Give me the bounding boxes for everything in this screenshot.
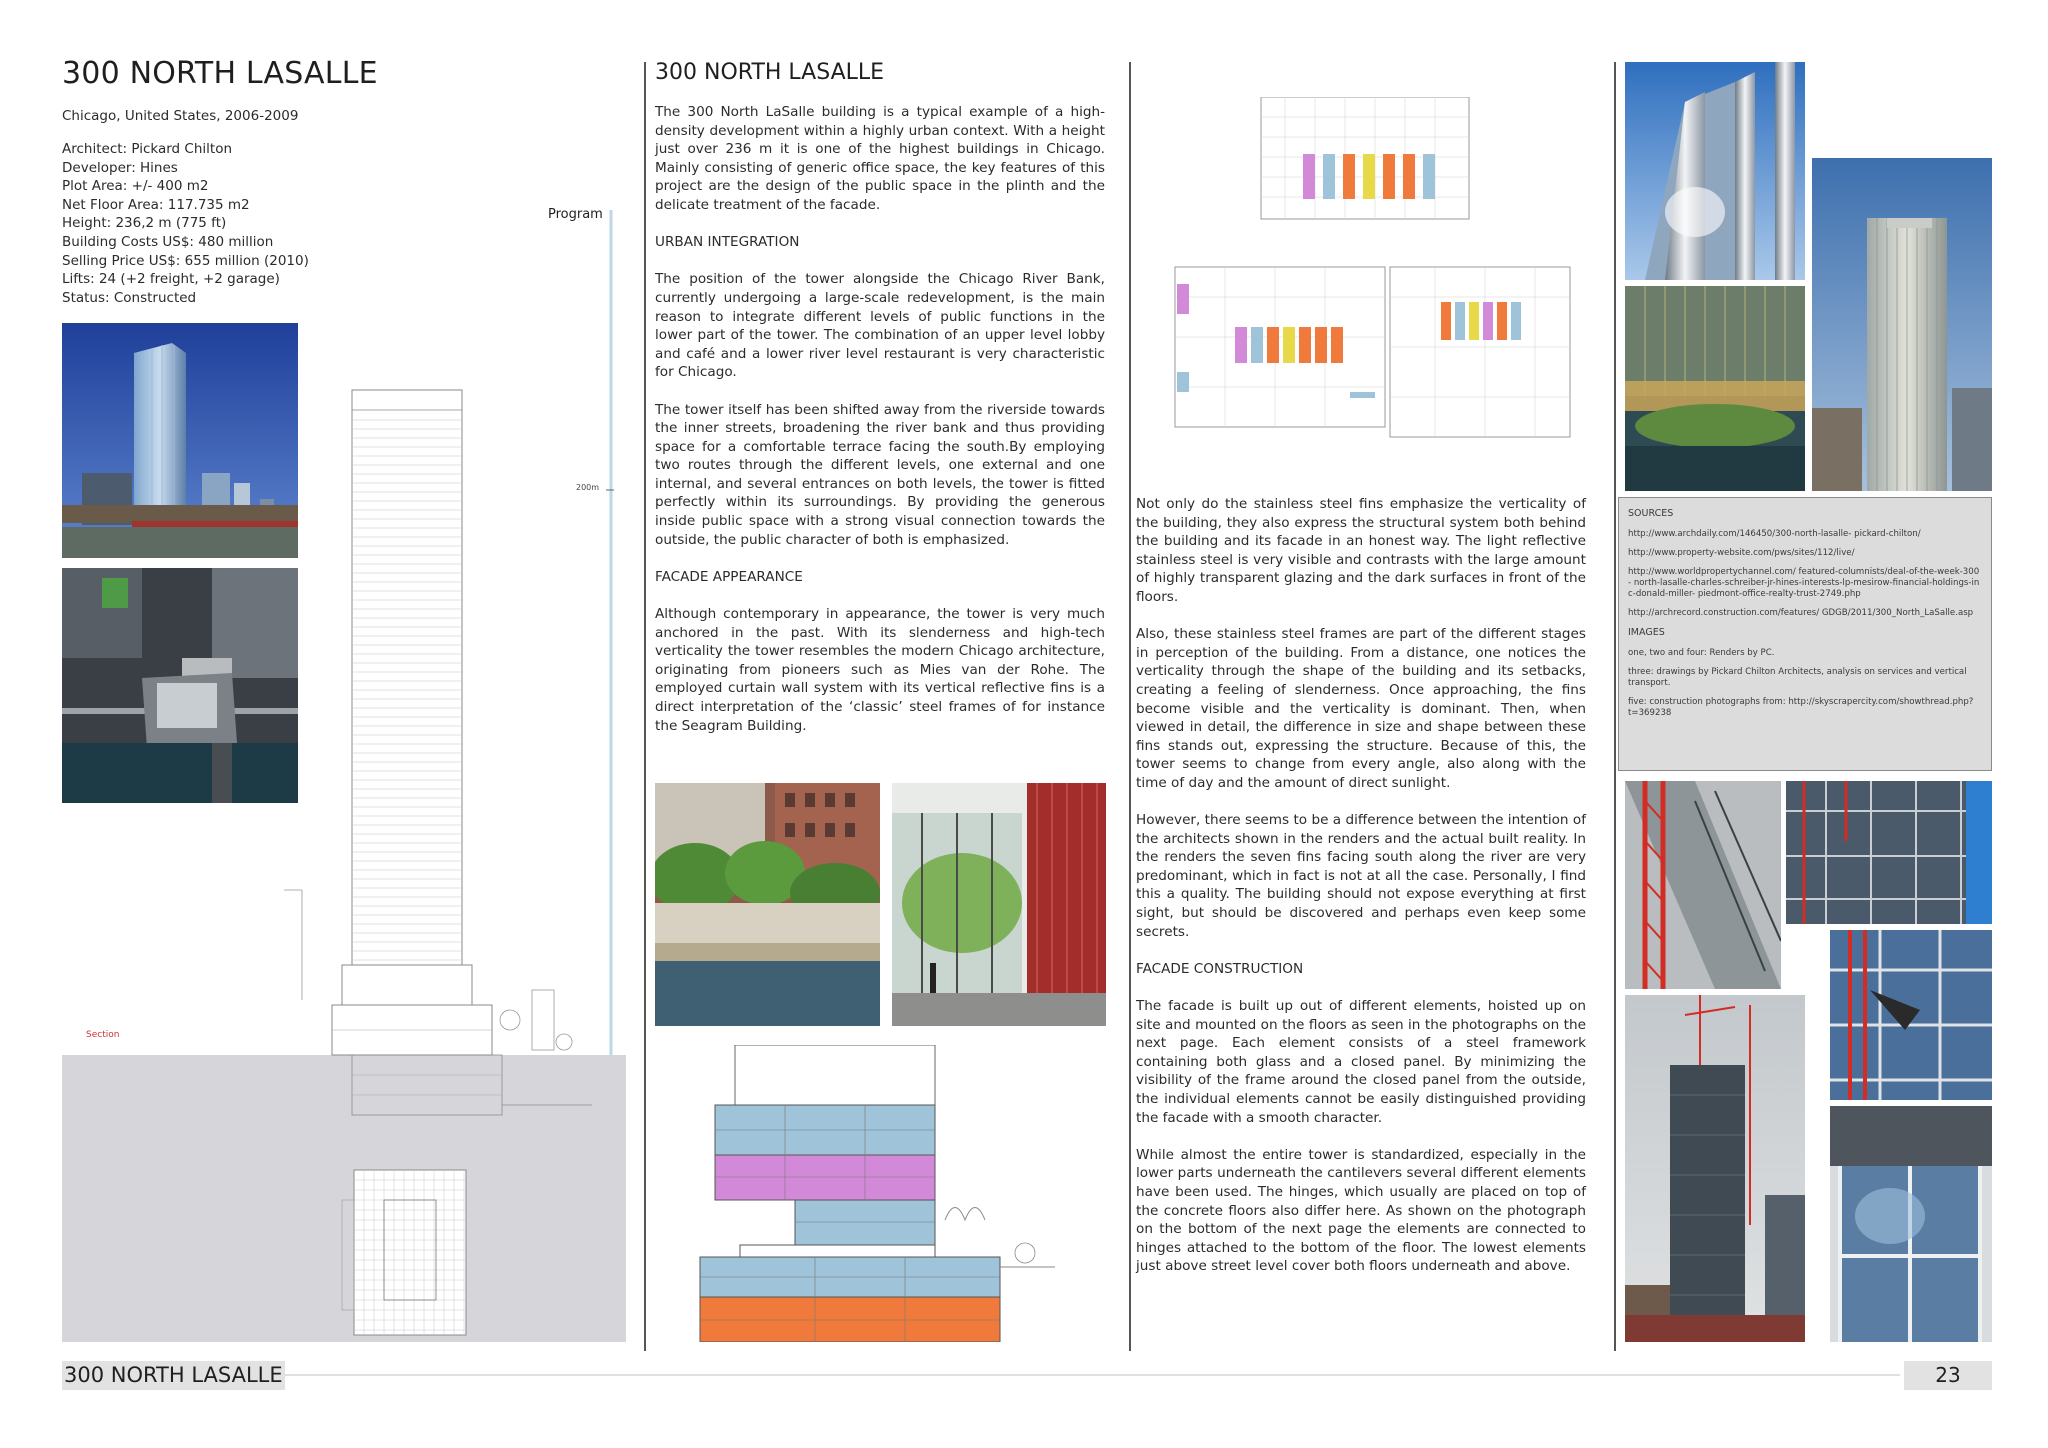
spec-height: Height: 236,2 m (775 ft) (62, 215, 227, 232)
heading-urban-integration: URBAN INTEGRATION (655, 234, 800, 251)
project-location: Chicago, United States, 2006-2009 (62, 108, 299, 124)
section-label: Section (86, 1030, 120, 1040)
heading-facade-construction: FACADE CONSTRUCTION (1136, 960, 1304, 977)
floor-plans (1165, 97, 1575, 439)
paragraph-tower-shift: The tower itself has been shifted away from the riverside towards the inner streets, broadening the river bank and thus providing space for a comfortable terrace facing the south.By employing two routes through the different levels, one external and one internal, and several entrances on both levels, the tower is fitted perfectly within its surroundings. By providing the generous inside public space with a strong visual connection towards the outside, the public character of both is emphasized. (655, 401, 1105, 548)
paragraph-facade-appearance: Although contemporary in appearance, the tower is very much anchored in the past. With its slenderness and high-tech verticality the tower resembles the modern Chicago architecture, originating from pioneers such as Mies van der Rohe. The employed curtain wall system with its vertical reflective fins is a direct interpretation of the ‘classic’ steel frames of for instance the Seagram Building. (655, 606, 1105, 734)
source-link[interactable]: http://www.archdaily.com/146450/300-north-lasalle- pickard-chilton/ (1628, 529, 1921, 539)
source-link[interactable]: http://www.worldpropertychannel.com/ featured-columnists/deal-of-the-week-300- north-lasalle-charles-schreiber-jr-hines-interests-lp-mesirow-financial-holdings-inc-donald-miller- piedmont-office-realty-trust-2749.php (1628, 567, 1980, 599)
photo-construction-crane (1625, 781, 1781, 989)
photo-lobby-render (1625, 286, 1805, 491)
intro-paragraph: The 300 North LaSalle building is a typical example of a high-density development within a highly urban context. With a height just over 236 m it is one of the highest buildings in Chicago. Mainly consisting of generic office space, the key features of this project are the design of the public space in the plinth and the delicate treatment of the facade. (655, 104, 1105, 213)
image-credit: one, two and four: Renders by PC. (1628, 648, 1775, 658)
column2-text (655, 103, 1105, 754)
column-divider-3 (1614, 62, 1616, 1351)
paragraph-facade-elements: The facade is built up out of different elements, hoisted up on site and mounted on the floors as seen in the photographs on the next page. Each element consists of a steel framework containing both glass and a closed panel. By minimizing the visibility of the frame around the closed panel from the outside, the individual elements cannot be easily distinguished providing the facade with a smooth character. (1136, 998, 1586, 1126)
page-number: 23 (1904, 1361, 1992, 1390)
photo-hinge-detail (1830, 1106, 1992, 1342)
paragraph-stainless-fins: Not only do the stainless steel fins emphasize the verticality of the building, they also express the structural system both behind the building and its facade in an honest way. The light reflective stainless steel is very visible and contrasts with the large amount of highly transparent glazing and the dark surfaces in front of the floors. (1136, 496, 1586, 605)
spec-status: Status: Constructed (62, 289, 197, 306)
height-marker-200m: 200m (576, 483, 600, 492)
spec-net-floor-area: Net Floor Area: 117.735 m2 (62, 196, 250, 213)
images-heading: IMAGES (1628, 627, 1665, 638)
source-link[interactable]: http://www.property-website.com/pws/sites/112/live/ (1628, 548, 1855, 558)
column-title: 300 NORTH LASALLE (655, 60, 885, 85)
spec-lifts: Lifts: 24 (+2 freight, +2 garage) (62, 271, 280, 288)
photo-lobby-interior (892, 783, 1106, 1026)
sources-heading: SOURCES (1628, 508, 1674, 519)
photo-tower-render (1812, 158, 1992, 491)
paragraph-hinges: While almost the entire tower is standardized, especially in the lower parts underneath the cantilevers several different elements have been used. The hinges, which usually are placed on top of the concrete floors also differ here. As shown on the photograph on the bottom of the next page the elements are connected to hinges attached to the bottom of the floor. The lowest elements just above street level cover both floors underneath and above. (1136, 1146, 1586, 1275)
paragraph-renders-vs-reality: However, there seems to be a difference between the intention of the architects shown in the renders and the actual built reality. In the renders the seven fins facing south along the river are very predominant, which in fact is not at all the case. Personally, I find this a quality. The building should not expose everything at first sight, but should be discovered and perhaps even keep some secrets. (1136, 812, 1586, 940)
program-section-diagram (685, 1045, 1065, 1342)
section-drawing (62, 200, 626, 1342)
photo-facade-frame (1830, 930, 1992, 1100)
page-title: 300 NORTH LASALLE (62, 56, 378, 91)
column-divider-1 (644, 62, 646, 1351)
column3-text (1136, 495, 1586, 1295)
spec-selling-price: Selling Price US$: 655 million (2010) (62, 252, 309, 269)
spec-building-costs: Building Costs US$: 480 million (62, 233, 274, 250)
photo-fins-closeup (1625, 62, 1805, 280)
photo-facade-install (1786, 781, 1992, 924)
column-divider-2 (1129, 62, 1131, 1351)
image-credit: three: drawings by Pickard Chilton Architects, analysis on services and vertical transport. (1628, 667, 1967, 688)
source-link[interactable]: http://archrecord.construction.com/features/ GDGB/2011/300_North_LaSalle.asp (1628, 608, 1974, 618)
heading-facade-appearance: FACADE APPEARANCE (655, 568, 803, 585)
image-credit: five: construction photographs from: http://skyscrapercity.com/showthread.php?t=369238 (1628, 697, 1974, 718)
paragraph-river-bank: The position of the tower alongside the Chicago River Bank, currently undergoing a large-scale redevelopment, is the main reason to integrate different levels of public functions in the lower part of the tower. The combination of an upper level lobby and café and a lower river level restaurant is very characteristic for Chicago. (655, 271, 1105, 381)
photo-riverside-terrace (655, 783, 880, 1026)
spec-plot-area: Plot Area: +/- 400 m2 (62, 178, 209, 195)
paragraph-perception: Also, these stainless steel frames are part of the different stages in perception of the building. From a distance, one notices the verticality through the shape of the building and its setbacks, creating a feeling of slenderness. Once approaching, the fins become visible and the verticality is dominant. Then, when viewed in detail, the difference in size and shape between these fins stands out, expressing the structure. Because of this, the tower seems to change from every angle, also along with the time of day and the amount of direct sunlight. (1136, 626, 1586, 791)
footer-title: 300 NORTH LASALLE (62, 1361, 285, 1390)
spec-developer: Developer: Hines (62, 159, 178, 176)
sources-box (1618, 497, 1992, 771)
spec-architect: Architect: Pickard Chilton (62, 141, 233, 157)
program-label: Program (548, 207, 603, 222)
photo-tower-under-construction (1625, 995, 1805, 1342)
footer-rule (280, 1374, 1900, 1376)
